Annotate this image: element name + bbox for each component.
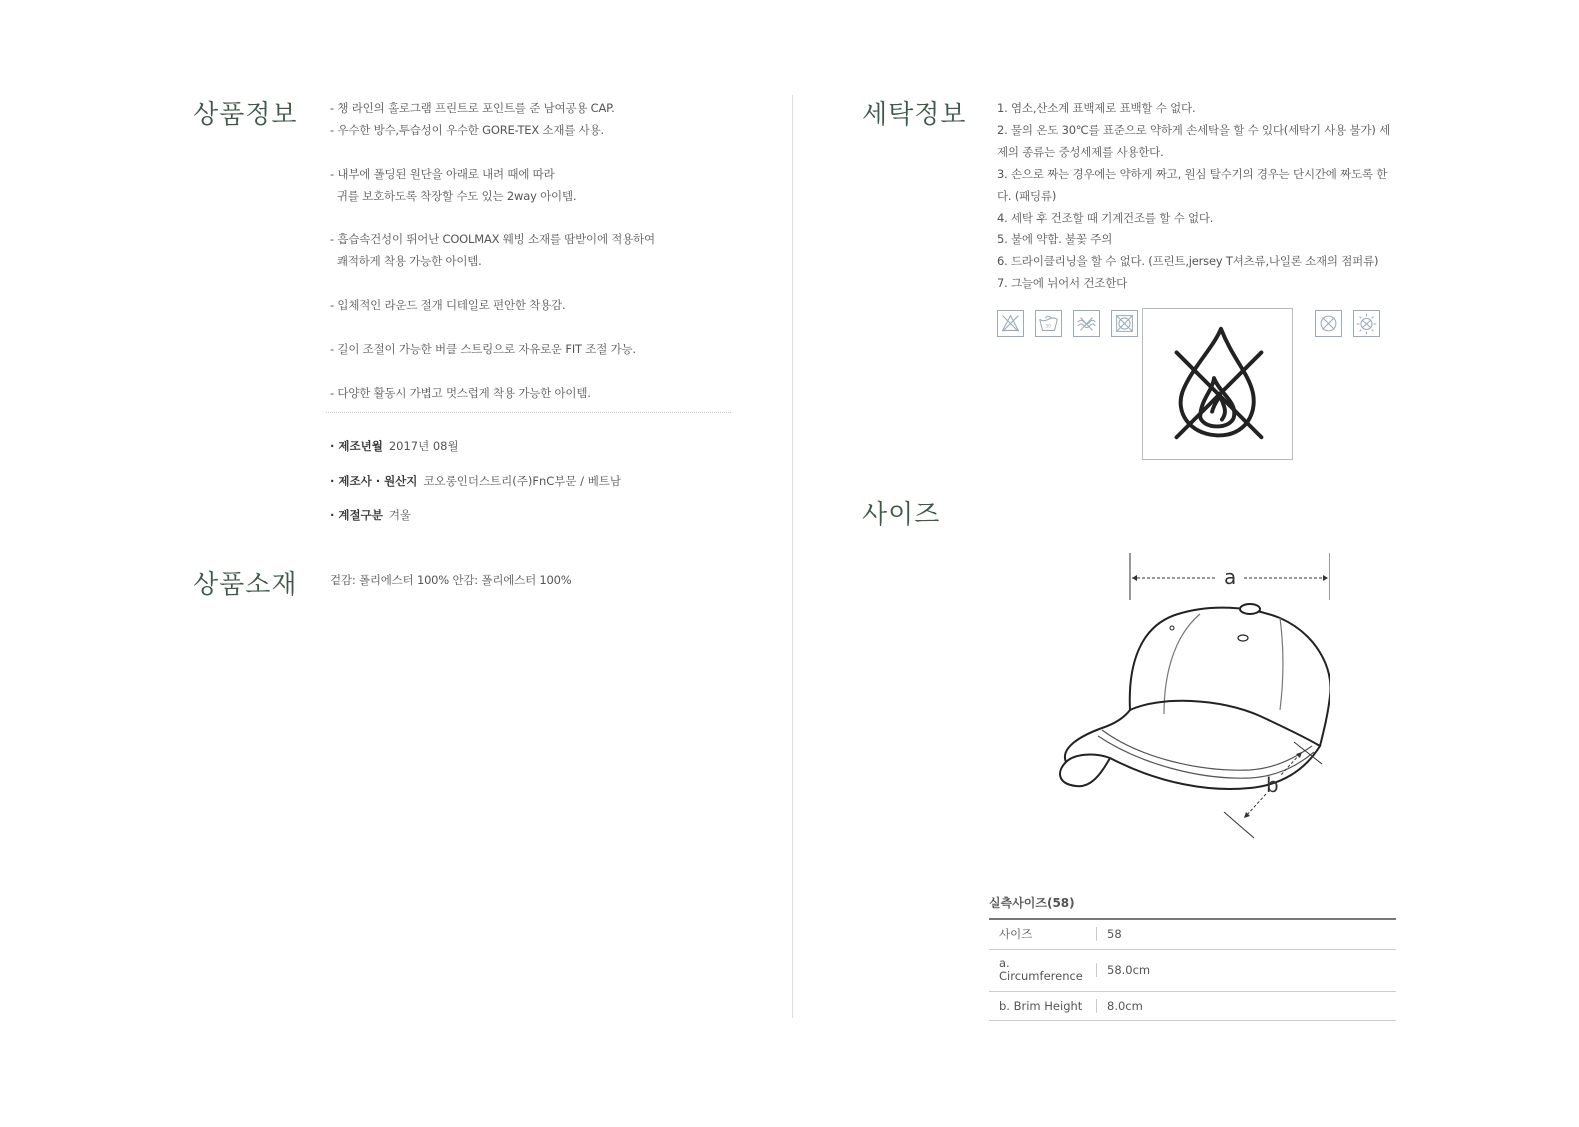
product-info-line: - 내부에 폴딩된 원단을 아래로 내려 때에 따라 <box>330 167 555 181</box>
table-row <box>989 919 1396 949</box>
size-table-title: 실측사이즈(58) <box>989 896 1075 910</box>
no-dry-clean-icon <box>1315 310 1342 337</box>
product-info-line: - 길이 조절이 가능한 버클 스트링으로 자유로운 FIT 조절 가능. <box>330 342 636 356</box>
size-label: 사이즈 <box>989 919 1097 949</box>
meta-maker-origin <box>330 473 621 489</box>
table-row <box>989 949 1396 991</box>
svg-text:30: 30 <box>1045 324 1052 330</box>
product-info-title: 상품정보 <box>193 100 298 130</box>
size-table <box>989 918 1396 1021</box>
washing-line: 1. 염소,산소계 표백제로 표백할 수 없다. <box>997 101 1196 115</box>
material-text: 겉감: 폴리에스터 100% 안감: 폴리에스터 100% <box>330 573 572 587</box>
dimension-a-label: a <box>1224 565 1237 589</box>
brim-height-label: b. Brim Height <box>989 991 1097 1020</box>
washing-line: 2. 물의 온도 30℃를 표준으로 약하게 손세탁을 할 수 있다(세탁기 사용 불가) 세 <box>997 123 1391 137</box>
dotted-divider <box>326 412 731 413</box>
cap-size-diagram <box>1040 548 1330 840</box>
meta-label: · 계절구분 <box>330 508 383 522</box>
size-title: 사이즈 <box>862 500 941 530</box>
product-info-line: - 입체적인 라운드 절개 디테일로 편안한 착용감. <box>330 298 566 312</box>
meta-manufacture-date <box>330 438 459 454</box>
column-divider <box>792 95 793 1018</box>
product-info-line: - 우수한 방수,투습성이 우수한 GORE-TEX 소재를 사용. <box>330 123 604 137</box>
meta-label: · 제조년월 <box>330 439 383 453</box>
meta-season <box>330 507 411 523</box>
washing-line: 5. 불에 약함. 불꽃 주의 <box>997 232 1113 246</box>
dimension-b-label: b <box>1266 773 1279 797</box>
washing-line: 제의 종류는 중성세제를 사용한다. <box>997 145 1164 159</box>
washing-line: 다. (패딩류) <box>997 189 1057 203</box>
product-info-line: - 다양한 활동시 가볍고 멋스럽게 착용 가능한 아이템. <box>330 386 591 400</box>
hand-wash-icon <box>1035 310 1062 337</box>
washing-line: 6. 드라이클리닝을 할 수 없다. (프린트,jersey T셔츠류,나일론 소재의 점퍼류) <box>997 254 1379 268</box>
table-row <box>989 991 1396 1020</box>
meta-label: · 제조사 · 원산지 <box>330 474 418 488</box>
washing-line: 7. 그늘에 뉘어서 건조한다 <box>997 276 1128 290</box>
no-fire-icon <box>1142 308 1293 460</box>
washing-line: 3. 손으로 짜는 경우에는 약하게 짜고, 원심 탈수기의 경우는 단시간에 짜도록 한 <box>997 167 1388 181</box>
size-value: 58 <box>1097 919 1396 949</box>
product-info-line: - 챙 라인의 홀로그램 프린트로 포인트를 준 남여공용 CAP. <box>330 101 615 115</box>
meta-value: 2017년 08월 <box>388 439 459 453</box>
material-title: 상품소재 <box>193 570 298 600</box>
circumference-value: 58.0cm <box>1097 949 1396 991</box>
dry-shade-icon <box>1353 310 1380 337</box>
meta-value: 코오롱인더스트리(주)FnC부문 / 베트남 <box>423 474 622 488</box>
washing-info-title: 세탁정보 <box>862 100 967 130</box>
product-info-line: - 흡습속건성이 뛰어난 COOLMAX 웨빙 소재를 땀받이에 적용하여 <box>330 232 655 246</box>
brim-height-value: 8.0cm <box>1097 991 1396 1020</box>
meta-value: 겨울 <box>388 508 412 522</box>
circumference-label: a. Circumference <box>989 949 1097 991</box>
product-info-line: 귀를 보호하도록 착장할 수도 있는 2way 아이템. <box>330 189 577 203</box>
no-wring-icon <box>1073 310 1100 337</box>
product-info-line: 쾌적하게 착용 가능한 아이템. <box>330 254 482 268</box>
no-tumble-dry-icon <box>1111 310 1138 337</box>
no-bleach-icon <box>997 310 1024 337</box>
washing-line: 4. 세탁 후 건조할 때 기계건조를 할 수 없다. <box>997 211 1214 225</box>
